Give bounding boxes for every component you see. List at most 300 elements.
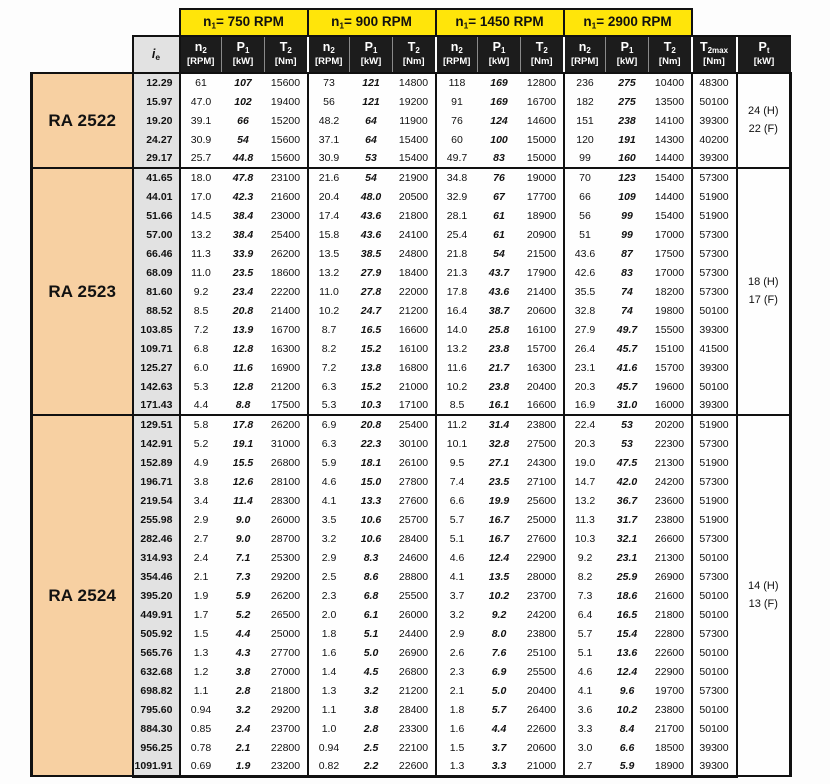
p1-value: 13.6	[606, 643, 649, 662]
n2-value: 2.3	[308, 586, 350, 605]
t2max-value: 50100	[692, 548, 737, 567]
n2-value: 13.2	[180, 225, 222, 244]
n2-value: 37.1	[308, 130, 350, 149]
p1-value: 3.2	[222, 700, 265, 719]
p1-value: 5.2	[222, 605, 265, 624]
p1-value: 16.7	[478, 529, 521, 548]
gear-ratio-value: 57.00	[133, 225, 180, 244]
p1-value: 100	[478, 130, 521, 149]
t2-value: 21300	[649, 548, 692, 567]
p1-header: $P_1$ [kW]	[222, 36, 265, 73]
t2-value: 27600	[393, 491, 436, 510]
p1-value: 83	[606, 263, 649, 282]
table-row	[32, 149, 791, 168]
speed-value: 2900	[607, 14, 638, 30]
n2-value: 14.0	[436, 320, 478, 339]
n2-value: 2.1	[180, 567, 222, 586]
p1-value: 27.8	[350, 282, 393, 301]
p1-value: 169	[478, 73, 521, 92]
t2max-value: 39300	[692, 111, 737, 130]
t2-value: 18900	[521, 206, 564, 225]
table-row	[32, 700, 791, 719]
t2-value: 29200	[265, 567, 308, 586]
t2-value: 29200	[265, 700, 308, 719]
p1-value: 23.8	[478, 377, 521, 396]
pt-rating-line: 13 (F)	[748, 597, 778, 610]
t2-value: 20900	[521, 225, 564, 244]
t2max-value: 57300	[692, 434, 737, 453]
n2-value: 9.2	[564, 548, 606, 567]
t2max-value: 50100	[692, 643, 737, 662]
pt-rating	[737, 415, 791, 776]
table-row	[32, 491, 791, 510]
t2-value: 27000	[265, 662, 308, 681]
t2-value: 23800	[521, 624, 564, 643]
p1-value: 13.3	[350, 491, 393, 510]
table-row	[32, 225, 791, 244]
gear-ratio-value: 632.68	[133, 662, 180, 681]
header-spacer	[692, 9, 791, 36]
p1-value: 10.6	[350, 510, 393, 529]
p1-value: 74	[606, 282, 649, 301]
gear-ratio-value: 15.97	[133, 92, 180, 111]
n2-value: 48.2	[308, 111, 350, 130]
gear-ratio-value: 196.71	[133, 472, 180, 491]
p1-value: 191	[606, 130, 649, 149]
t2max-value: 51900	[692, 187, 737, 206]
n2-value: 2.6	[436, 643, 478, 662]
n2-value: 1.6	[308, 643, 350, 662]
t2-value: 23800	[649, 510, 692, 529]
gear-ratio-value: 219.54	[133, 491, 180, 510]
p1-value: 12.4	[478, 548, 521, 567]
t2-value: 17900	[521, 263, 564, 282]
gear-ratio-value: 19.20	[133, 111, 180, 130]
pt-rating-line: 24 (H)	[747, 104, 779, 117]
gear-ratio-value: 395.20	[133, 586, 180, 605]
t2max-value: 50100	[692, 377, 737, 396]
t2-value: 16100	[521, 320, 564, 339]
p1-value: 49.7	[606, 320, 649, 339]
p1-value: 9.0	[222, 529, 265, 548]
p1-value: 5.0	[478, 681, 521, 700]
t2-value: 15600	[265, 149, 308, 168]
n2-value: 20.3	[564, 377, 606, 396]
p1-value: 11.6	[222, 358, 265, 377]
n2-value: 5.8	[180, 415, 222, 434]
n2-value: 13.2	[564, 491, 606, 510]
p1-value: 15.4	[606, 624, 649, 643]
n2-value: 23.1	[564, 358, 606, 377]
p1-value: 76	[478, 168, 521, 187]
p1-value: 7.1	[222, 548, 265, 567]
t2max-value: 51900	[692, 491, 737, 510]
t2-value: 28300	[265, 491, 308, 510]
n2-value: 91	[436, 92, 478, 111]
n2-value: 49.7	[436, 149, 478, 168]
p1-value: 24.7	[350, 301, 393, 320]
p1-value: 17.8	[222, 415, 265, 434]
gear-ratio-header: $i_e$	[133, 36, 180, 73]
t2-value: 16600	[521, 396, 564, 415]
n2-value: 4.9	[180, 453, 222, 472]
p1-value: 25.9	[606, 567, 649, 586]
n2-header: $n_2$ [RPM]	[436, 36, 478, 73]
n2-value: 2.9	[180, 510, 222, 529]
t2-value: 28800	[393, 567, 436, 586]
ratings-table	[30, 8, 792, 778]
speed-value: 900	[355, 14, 379, 30]
speed-value: 750	[227, 14, 251, 30]
t2-value: 15600	[265, 73, 308, 92]
p1-value: 36.7	[606, 491, 649, 510]
p1-value: 9.2	[478, 605, 521, 624]
p1-value: 74	[606, 301, 649, 320]
n2-header: $n_2$ [RPM]	[180, 36, 222, 73]
n2-value: 30.9	[180, 130, 222, 149]
n2-value: 4.6	[564, 662, 606, 681]
n2-value: 28.1	[436, 206, 478, 225]
n2-value: 3.5	[308, 510, 350, 529]
t2-value: 25000	[265, 624, 308, 643]
t2max-value: 57300	[692, 681, 737, 700]
table-row	[32, 92, 791, 111]
n2-value: 5.7	[564, 624, 606, 643]
table-row	[32, 73, 791, 92]
t2max-value: 51900	[692, 510, 737, 529]
n2-value: 2.5	[308, 567, 350, 586]
n2-value: 0.78	[180, 738, 222, 757]
p1-value: 15.5	[222, 453, 265, 472]
p1-value: 3.3	[478, 757, 521, 776]
n2-value: 6.3	[308, 434, 350, 453]
p1-value: 87	[606, 244, 649, 263]
t2-value: 11900	[393, 111, 436, 130]
t2-value: 21200	[265, 377, 308, 396]
t2-value: 17500	[265, 396, 308, 415]
n2-value: 5.9	[308, 453, 350, 472]
p1-value: 83	[478, 149, 521, 168]
t2max-value: 57300	[692, 244, 737, 263]
p1-value: 18.6	[606, 586, 649, 605]
p1-value: 238	[606, 111, 649, 130]
t2-value: 28000	[521, 567, 564, 586]
speed-label: $n_1= 900$ RPM	[331, 14, 412, 31]
p1-value: 43.6	[350, 225, 393, 244]
gear-ratio-value: 505.92	[133, 624, 180, 643]
t2-value: 28700	[265, 529, 308, 548]
p1-value: 13.5	[478, 567, 521, 586]
p1-value: 53	[606, 434, 649, 453]
p1-value: 54	[222, 130, 265, 149]
p1-value: 27.9	[350, 263, 393, 282]
t2-value: 23200	[265, 757, 308, 776]
pt-rating	[737, 73, 791, 168]
t2-value: 25500	[521, 662, 564, 681]
t2max-value: 50100	[692, 586, 737, 605]
t2-value: 26600	[649, 529, 692, 548]
n2-value: 9.5	[436, 453, 478, 472]
n2-value: 3.4	[180, 491, 222, 510]
n2-value: 11.3	[564, 510, 606, 529]
n2-value: 11.0	[180, 263, 222, 282]
t2-value: 27500	[521, 434, 564, 453]
t2-value: 12800	[521, 73, 564, 92]
t2-value: 21900	[393, 168, 436, 187]
p1-value: 20.8	[350, 415, 393, 434]
t2-value: 22800	[649, 624, 692, 643]
table-row	[32, 643, 791, 662]
p1-value: 31.4	[478, 415, 521, 434]
t2-value: 13500	[649, 92, 692, 111]
t2-value: 27700	[265, 643, 308, 662]
t2-value: 26500	[265, 605, 308, 624]
n2-value: 11.3	[180, 244, 222, 263]
p1-value: 47.5	[606, 453, 649, 472]
p1-value: 2.1	[222, 738, 265, 757]
p1-value: 2.8	[222, 681, 265, 700]
n2-value: 120	[564, 130, 606, 149]
p1-value: 12.4	[606, 662, 649, 681]
gear-ratio-value: 88.52	[133, 301, 180, 320]
n2-value: 5.7	[436, 510, 478, 529]
table-row	[32, 301, 791, 320]
table-head	[32, 9, 791, 73]
gear-ratio-value: 66.46	[133, 244, 180, 263]
p1-value: 16.1	[478, 396, 521, 415]
n2-value: 0.69	[180, 757, 222, 776]
table-row	[32, 263, 791, 282]
t2max-value: 57300	[692, 529, 737, 548]
t2-value: 30100	[393, 434, 436, 453]
t2-value: 23600	[649, 491, 692, 510]
t2max-value: 50100	[692, 719, 737, 738]
gear-ratio-value: 142.91	[133, 434, 180, 453]
pt-rating	[737, 168, 791, 415]
t2-value: 26400	[521, 700, 564, 719]
table-row	[32, 415, 791, 434]
n2-value: 35.5	[564, 282, 606, 301]
t2-value: 10400	[649, 73, 692, 92]
p1-value: 12.8	[222, 339, 265, 358]
t2-header: $T_2$ [Nm]	[393, 36, 436, 73]
p1-value: 12.8	[222, 377, 265, 396]
t2-value: 17000	[649, 263, 692, 282]
t2max-value: 57300	[692, 282, 737, 301]
t2-value: 23000	[265, 206, 308, 225]
t2max-value: 41500	[692, 339, 737, 358]
t2-value: 24200	[521, 605, 564, 624]
t2-value: 21000	[393, 377, 436, 396]
p1-value: 6.1	[350, 605, 393, 624]
p1-value: 32.8	[478, 434, 521, 453]
t2-value: 15600	[265, 130, 308, 149]
n2-value: 26.4	[564, 339, 606, 358]
n2-value: 30.9	[308, 149, 350, 168]
t2-value: 21700	[649, 719, 692, 738]
n2-value: 8.2	[564, 567, 606, 586]
p1-value: 121	[350, 73, 393, 92]
t2-value: 22000	[393, 282, 436, 301]
table-row	[32, 377, 791, 396]
n2-value: 2.0	[308, 605, 350, 624]
p1-value: 38.5	[350, 244, 393, 263]
t2-value: 21800	[393, 206, 436, 225]
n2-value: 5.2	[180, 434, 222, 453]
n2-value: 1.2	[180, 662, 222, 681]
t2-value: 16300	[265, 339, 308, 358]
t2-value: 21200	[393, 301, 436, 320]
n2-value: 27.9	[564, 320, 606, 339]
t2-value: 21300	[649, 453, 692, 472]
p1-value: 13.8	[350, 358, 393, 377]
t2-value: 22800	[265, 738, 308, 757]
t2max-value: 57300	[692, 472, 737, 491]
n2-value: 1.3	[308, 681, 350, 700]
n2-value: 56	[308, 92, 350, 111]
p1-value: 45.7	[606, 377, 649, 396]
p1-value: 109	[606, 187, 649, 206]
t2-value: 15400	[393, 130, 436, 149]
p1-value: 121	[350, 92, 393, 111]
pt-rating-line: 14 (H)	[747, 579, 779, 592]
t2-value: 15000	[521, 149, 564, 168]
t2max-value: 51900	[692, 206, 737, 225]
gear-ratio-value: 125.27	[133, 358, 180, 377]
p1-value: 5.1	[350, 624, 393, 643]
n2-value: 2.7	[564, 757, 606, 776]
n2-value: 16.4	[436, 301, 478, 320]
n2-value: 17.8	[436, 282, 478, 301]
gear-ratio-value: 698.82	[133, 681, 180, 700]
t2-value: 22600	[649, 643, 692, 662]
n2-value: 14.7	[564, 472, 606, 491]
table-body	[32, 73, 791, 776]
n2-value: 3.2	[436, 605, 478, 624]
t2-value: 16100	[393, 339, 436, 358]
p1-value: 7.6	[478, 643, 521, 662]
n2-value: 4.6	[436, 548, 478, 567]
t2-value: 22600	[393, 757, 436, 776]
p1-value: 99	[606, 225, 649, 244]
table-row	[32, 681, 791, 700]
p1-value: 102	[222, 92, 265, 111]
t2-value: 21800	[265, 681, 308, 700]
p1-value: 9.0	[222, 510, 265, 529]
n2-value: 11.6	[436, 358, 478, 377]
model-name: RA 2524	[32, 415, 133, 776]
n2-value: 20.3	[564, 434, 606, 453]
n2-header: $n_2$ [RPM]	[308, 36, 350, 73]
n2-value: 18.0	[180, 168, 222, 187]
table-row	[32, 111, 791, 130]
gear-ratio-value: 282.46	[133, 529, 180, 548]
p1-value: 1.9	[222, 757, 265, 776]
p1-value: 53	[350, 149, 393, 168]
n2-value: 3.0	[564, 738, 606, 757]
n2-value: 4.1	[308, 491, 350, 510]
t2-value: 25100	[521, 643, 564, 662]
p1-value: 8.6	[350, 567, 393, 586]
n2-value: 51	[564, 225, 606, 244]
speed-header-900	[308, 9, 436, 36]
p1-value: 2.2	[350, 757, 393, 776]
table-row	[32, 624, 791, 643]
p1-value: 8.0	[478, 624, 521, 643]
t2max-value: 57300	[692, 567, 737, 586]
p1-value: 48.0	[350, 187, 393, 206]
column-header-row	[32, 36, 791, 73]
t2-value: 22600	[521, 719, 564, 738]
p1-value: 32.1	[606, 529, 649, 548]
n2-value: 19.0	[564, 453, 606, 472]
p1-value: 15.2	[350, 339, 393, 358]
speed-header-2900	[564, 9, 692, 36]
t2-value: 23800	[521, 415, 564, 434]
t2-value: 16600	[393, 320, 436, 339]
n2-value: 43.6	[564, 244, 606, 263]
n2-value: 6.8	[180, 339, 222, 358]
t2-value: 21400	[521, 282, 564, 301]
n2-value: 39.1	[180, 111, 222, 130]
n2-value: 47.0	[180, 92, 222, 111]
p1-value: 19.9	[478, 491, 521, 510]
t2-value: 26200	[265, 244, 308, 263]
t2-value: 22200	[265, 282, 308, 301]
table-row	[32, 339, 791, 358]
table-row	[32, 757, 791, 776]
n2-value: 7.2	[308, 358, 350, 377]
t2-value: 26000	[265, 510, 308, 529]
n2-value: 2.3	[436, 662, 478, 681]
n2-value: 0.94	[180, 700, 222, 719]
p1-value: 64	[350, 130, 393, 149]
p1-value: 42.3	[222, 187, 265, 206]
t2-value: 28100	[265, 472, 308, 491]
t2-value: 15400	[393, 149, 436, 168]
p1-value: 54	[350, 168, 393, 187]
t2max-value: 39300	[692, 738, 737, 757]
t2-value: 24800	[393, 244, 436, 263]
p1-value: 61	[478, 225, 521, 244]
n2-value: 60	[436, 130, 478, 149]
gear-ratio-value: 51.66	[133, 206, 180, 225]
t2max-value: 57300	[692, 624, 737, 643]
gear-ratio-value: 884.30	[133, 719, 180, 738]
table-row	[32, 453, 791, 472]
n2-value: 10.2	[436, 377, 478, 396]
t2-value: 14600	[521, 111, 564, 130]
n2-value: 11.2	[436, 415, 478, 434]
t2-value: 18200	[649, 282, 692, 301]
n2-value: 5.1	[564, 643, 606, 662]
p1-value: 6.6	[606, 738, 649, 757]
n2-value: 6.6	[436, 491, 478, 510]
t2max-value: 39300	[692, 320, 737, 339]
p1-value: 64	[350, 111, 393, 130]
p1-value: 124	[478, 111, 521, 130]
n2-value: 32.9	[436, 187, 478, 206]
t2-value: 23100	[265, 168, 308, 187]
t2-value: 25300	[265, 548, 308, 567]
t2-value: 19800	[649, 301, 692, 320]
table-row	[32, 206, 791, 225]
t2-value: 27100	[521, 472, 564, 491]
p1-value: 107	[222, 73, 265, 92]
n2-value: 13.5	[308, 244, 350, 263]
p1-value: 4.5	[350, 662, 393, 681]
n2-value: 73	[308, 73, 350, 92]
